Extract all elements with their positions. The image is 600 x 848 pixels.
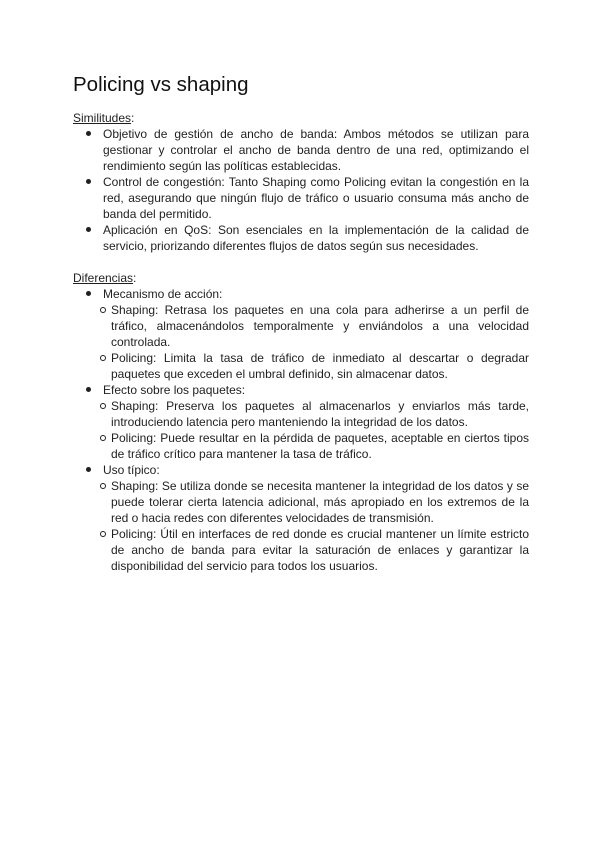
diferencias-heading: Diferencias: — [73, 271, 137, 285]
sub-list — [99, 398, 529, 462]
list-item: Aplicación en QoS: Son esenciales en la implementación de la calidad de servicio, priorizando diferentes flujos de datos según sus necesidades. — [73, 222, 529, 254]
circle-bullet-icon — [100, 355, 106, 361]
bullet-icon — [86, 387, 91, 392]
sub-list-item: Policing: Puede resultar en la pérdida de paquetes, aceptable en ciertos tipos de tráfico crítico para mantener la tasa de tráfico. — [99, 430, 529, 462]
list-item: Uso típico: Shaping: Se utiliza donde se necesita mantener la integridad de los datos y se puede tolerar cierta latencia adicional, más apropiado en los extremos de la red o hacia redes con diferentes velocidades de transmisión. Policing: Útil en interfaces de red donde es crucial mantener un límite estricto de ancho de banda para evitar la saturación de enlaces y garantizar la disponibilidad del servicio para todos los usuarios. — [73, 462, 529, 574]
document-page — [73, 72, 529, 574]
bullet-icon — [86, 291, 91, 296]
list-item: Mecanismo de acción: Shaping: Retrasa los paquetes en una cola para adherirse a un perfil de tráfico, almacenándolos temporalmente y enviándolos a una velocidad controlada. Policing: Limita la tasa de tráfico de inmediato al descartar o degradar paquetes que exceden el umbral definido, sin almacenar datos. — [73, 286, 529, 382]
circle-bullet-icon — [100, 435, 106, 441]
sub-list — [99, 302, 529, 382]
similitudes-label: Similitudes — [73, 111, 132, 125]
list-item: Efecto sobre los paquetes: Shaping: Preserva los paquetes al almacenarlos y enviarlos más tarde, introduciendo latencia pero manteniendo la integridad de los datos. Policing: Puede resultar en la pérdida de paquetes, aceptable en ciertos tipos de tráfico crítico para mantener la tasa de tráfico. — [73, 382, 529, 462]
sub-list-item: Policing: Limita la tasa de tráfico de inmediato al descartar o degradar paquetes que exceden el umbral definido, sin almacenar datos. — [99, 350, 529, 382]
diferencias-label: Diferencias — [73, 271, 134, 285]
sub-list — [99, 478, 529, 574]
sub-list-item: Shaping: Retrasa los paquetes en una cola para adherirse a un perfil de tráfico, almacenándolos temporalmente y enviándolos a una velocidad controlada. — [99, 302, 529, 350]
similitudes-list — [73, 126, 529, 254]
bullet-icon — [86, 131, 91, 136]
bullet-icon — [86, 179, 91, 184]
page-title: Policing vs shaping — [73, 73, 249, 96]
sub-list-item: Shaping: Se utiliza donde se necesita mantener la integridad de los datos y se puede tolerar cierta latencia adicional, más apropiado en los extremos de la red o hacia redes con diferentes velocidades de transmisión. — [99, 478, 529, 526]
list-item: Objetivo de gestión de ancho de banda: Ambos métodos se utilizan para gestionar y controlar el ancho de banda dentro de una red, optimizando el rendimiento según las políticas establecidas. — [73, 126, 529, 174]
circle-bullet-icon — [100, 307, 106, 313]
circle-bullet-icon — [100, 531, 106, 537]
bullet-icon — [86, 467, 91, 472]
diferencias-list — [73, 286, 529, 574]
similitudes-heading: Similitudes: — [73, 111, 135, 125]
circle-bullet-icon — [100, 483, 106, 489]
bullet-icon — [86, 227, 91, 232]
sub-list-item: Shaping: Preserva los paquetes al almacenarlos y enviarlos más tarde, introduciendo latencia pero manteniendo la integridad de los datos. — [99, 398, 529, 430]
circle-bullet-icon — [100, 403, 106, 409]
list-item: Control de congestión: Tanto Shaping como Policing evitan la congestión en la red, asegurando que ningún flujo de tráfico o usuario consuma más ancho de banda del permitido. — [73, 174, 529, 222]
sub-list-item: Policing: Útil en interfaces de red donde es crucial mantener un límite estricto de ancho de banda para evitar la saturación de enlaces y garantizar la disponibilidad del servicio para todos los usuarios. — [99, 526, 529, 574]
